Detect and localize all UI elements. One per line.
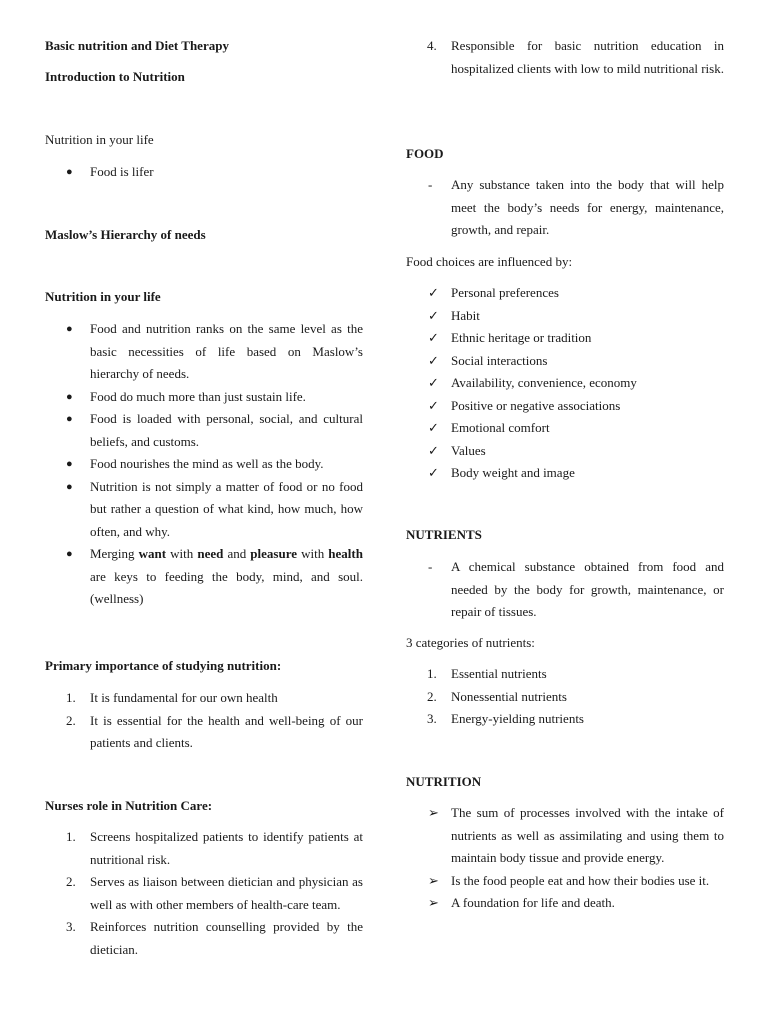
numbered-list (406, 663, 724, 731)
checkmark-icon: ✓ (428, 420, 439, 435)
list-item: ● Food do much more than just sustain life. (45, 386, 363, 409)
list-item: 3. Reinforces nutrition counselling provided by the dietician. (45, 916, 363, 961)
doc-title: Basic nutrition and Diet Therapy (45, 38, 229, 53)
definition-list (406, 556, 724, 624)
dash-marker: - (428, 559, 433, 574)
checkmark-icon: ✓ (428, 442, 439, 458)
list-item: ● Merging want with need and pleasure with health are keys to feeding the body, mind, and soul. (wellness) (45, 543, 363, 611)
bullet-icon: ● (66, 548, 73, 560)
list-number: 2. (66, 874, 76, 889)
list-item: ➢ The sum of processes involved with the intake of nutrients as well as assimilating and using them to maintain body tissue and provide energy. (406, 802, 724, 870)
section-label: Nutrition in your life (45, 132, 154, 147)
list-item: ✓ Availability, convenience, economy (406, 372, 724, 395)
bullet-icon: ● (66, 458, 73, 470)
bullet-icon: ● (66, 413, 73, 425)
section-heading: Nurses role in Nutrition Care: (45, 798, 213, 813)
doc-subtitle: Introduction to Nutrition (45, 69, 185, 84)
arrow-right-icon: ➢ (428, 805, 439, 820)
checkmark-icon: ✓ (428, 352, 439, 368)
list-number: 1. (427, 666, 437, 681)
list-item: 4. Responsible for basic nutrition education in hospitalized clients with low to mild nutritional risk. (406, 35, 724, 80)
section-heading: FOOD (406, 146, 444, 161)
list-number: 3. (427, 711, 437, 726)
arrow-right-icon: ➢ (428, 872, 439, 888)
list-item: - A chemical substance obtained from food and needed by the body for growth, maintenance, or repair of tissues. (406, 556, 724, 624)
list-item: ✓ Social interactions (406, 350, 724, 373)
list-number: 3. (66, 919, 76, 934)
list-number: 1. (66, 829, 76, 844)
bullet-icon: ● (66, 323, 73, 335)
section-heading: Primary importance of studying nutrition: (45, 658, 282, 673)
list-item: ● Food nourishes the mind as well as the body. (45, 453, 363, 476)
list-item: 1. Screens hospitalized patients to identify patients at nutritional risk. (45, 826, 363, 871)
dash-marker: - (428, 177, 433, 192)
checkmark-icon: ✓ (428, 330, 439, 345)
list-item: ✓ Body weight and image (406, 462, 724, 485)
checkmark-icon: ✓ (428, 285, 439, 300)
list-number: 1. (66, 690, 76, 705)
arrow-list (406, 802, 724, 915)
list-item: 2. Nonessential nutrients (406, 686, 724, 709)
list-item: 1. It is fundamental for our own health (45, 687, 363, 710)
list-item: ✓ Values (406, 440, 724, 463)
section-heading: Nutrition in your life (45, 289, 161, 304)
bullet-list (45, 318, 363, 611)
checkmark-icon: ✓ (428, 307, 439, 323)
section-heading: NUTRIENTS (406, 527, 482, 542)
bullet-icon: ● (66, 166, 73, 178)
list-item: ➢ Is the food people eat and how their bodies use it. (406, 870, 724, 893)
list-item: ✓ Ethnic heritage or tradition (406, 327, 724, 350)
list-number: 2. (427, 688, 437, 704)
list-item: - Any substance taken into the body that will help meet the body’s needs for energy, maintenance, growth, and repair. (406, 174, 724, 242)
definition-list (406, 174, 724, 242)
section-label: Food choices are influenced by: (406, 254, 573, 269)
section-heading: Maslow’s Hierarchy of needs (45, 227, 206, 242)
list-item: ● Food is loaded with personal, social, and cultural beliefs, and customs. (45, 408, 363, 453)
checkmark-icon: ✓ (428, 375, 439, 390)
checklist (406, 282, 724, 485)
numbered-list (45, 687, 363, 755)
list-number: 4. (427, 38, 437, 53)
bullet-icon: ● (66, 390, 73, 403)
bullet-icon: ● (66, 480, 73, 493)
list-item: 2. Serves as liaison between dietician and physician as well as with other members of health-care team. (45, 871, 363, 916)
list-item: 2. It is essential for the health and well-being of our patients and clients. (45, 710, 363, 755)
list-number: 2. (66, 712, 76, 728)
list-item: ✓ Emotional comfort (406, 417, 724, 440)
section-heading: NUTRITION (406, 774, 482, 789)
list-item: 3. Energy-yielding nutrients (406, 708, 724, 731)
list-item: ✓ Habit (406, 305, 724, 328)
list-item: ➢ A foundation for life and death. (406, 892, 724, 915)
numbered-list (406, 35, 724, 80)
list-item: ● Food and nutrition ranks on the same level as the basic necessities of life based on Maslow’s hierarchy of needs. (45, 318, 363, 386)
list-item: 1. Essential nutrients (406, 663, 724, 686)
list-item: ● Nutrition is not simply a matter of food or no food but rather a question of what kind, how much, how often, and why. (45, 476, 363, 544)
bullet-list (45, 161, 363, 184)
checkmark-icon: ✓ (428, 465, 439, 480)
checkmark-icon: ✓ (428, 397, 439, 413)
list-item: ● Food is lifer (45, 161, 363, 184)
numbered-list (45, 826, 363, 961)
section-label: 3 categories of nutrients: (406, 635, 535, 650)
list-item: ✓ Personal preferences (406, 282, 724, 305)
list-item: ✓ Positive or negative associations (406, 395, 724, 418)
arrow-right-icon: ➢ (428, 895, 439, 910)
